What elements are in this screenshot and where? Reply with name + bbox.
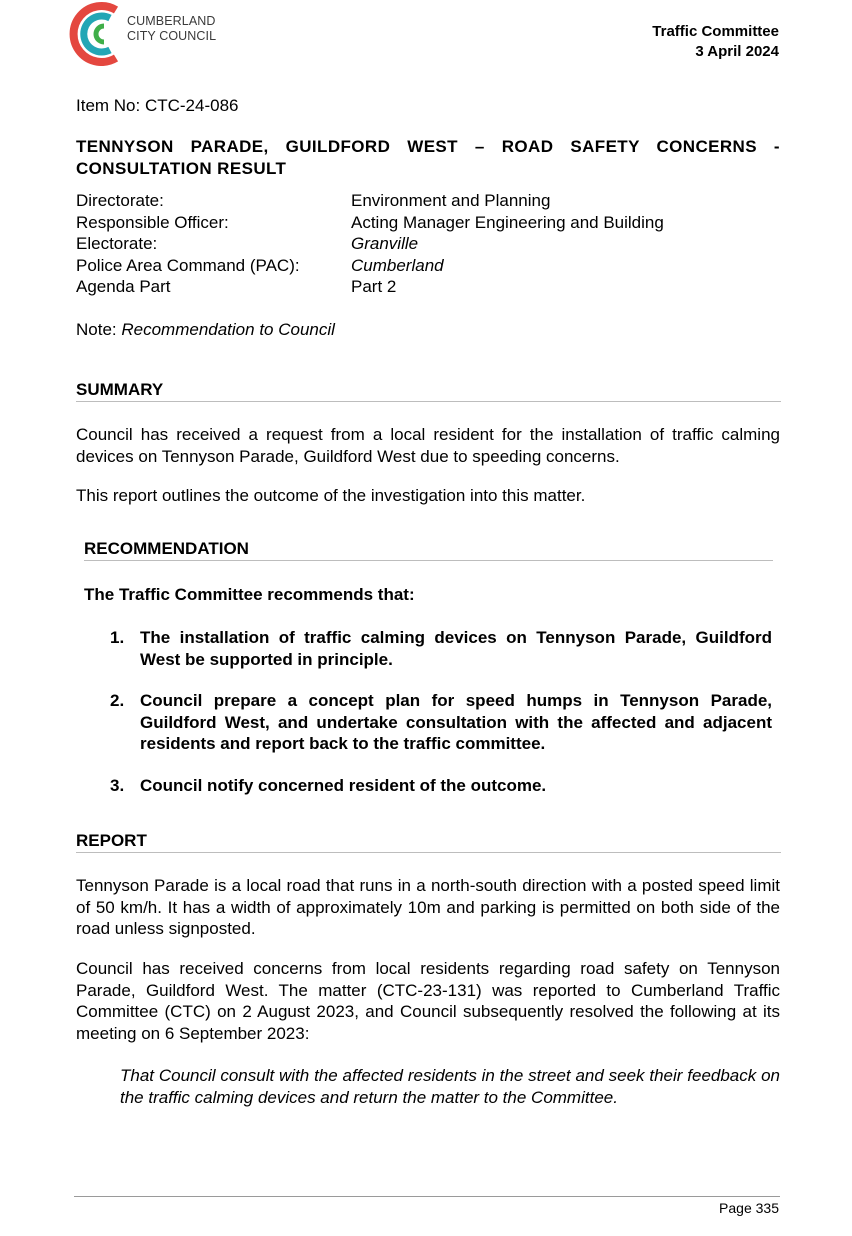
meta-value: Acting Manager Engineering and Building xyxy=(351,212,664,232)
list-item xyxy=(110,775,772,797)
list-item-number: 3. xyxy=(110,775,125,795)
list-item xyxy=(110,627,772,670)
meta-row-electorate xyxy=(76,233,664,255)
list-item-text: The installation of traffic calming devices on Tennyson Parade, Guildford West be supported in principle. xyxy=(140,628,772,669)
meta-label: Responsible Officer: xyxy=(76,212,229,232)
list-item-number: 2. xyxy=(110,691,125,710)
recommendation-intro: The Traffic Committee recommends that: xyxy=(84,585,415,604)
recommendation-heading: RECOMMENDATION xyxy=(84,539,773,561)
council-logo-icon xyxy=(64,0,126,66)
meta-value: Part 2 xyxy=(351,277,397,296)
summary-paragraph-2: This report outlines the outcome of the investigation into this matter. xyxy=(76,486,586,505)
council-name-line1: CUMBERLAND xyxy=(127,14,216,28)
meta-row-pac xyxy=(76,255,664,277)
meta-value: Granville xyxy=(351,234,419,253)
meta-value: Environment and Planning xyxy=(351,191,551,210)
meta-label: Police Area Command (PAC): xyxy=(76,255,300,275)
committee-name: Traffic Committee xyxy=(652,23,779,40)
council-name-line2: CITY COUNCIL xyxy=(127,29,217,43)
page-number: Page 335 xyxy=(719,1200,779,1216)
meta-label: Directorate: xyxy=(76,191,164,210)
summary-paragraph-1: Council has received a request from a local resident for the installation of traffic calming devices on Tennyson Parade, Guildford West due to speeding concerns. xyxy=(76,425,780,466)
list-item-text: Council prepare a concept plan for speed humps in Tennyson Parade, Guildford West, and undertake consultation with the affected and adjacent residents and report back to the traffic committee. xyxy=(140,691,772,753)
list-item-text: Council notify concerned resident of the outcome. xyxy=(140,775,547,795)
report-paragraph-1: Tennyson Parade is a local road that runs in a north-south direction with a posted speed limit of 50 km/h. It has a width of approximately 10m and parking is permitted on both side of the road unless signposted. xyxy=(76,876,780,938)
report-title: TENNYSON PARADE, GUILDFORD WEST – ROAD SAFETY CONCERNS - CONSULTATION RESULT xyxy=(76,137,780,178)
meeting-date: 3 April 2024 xyxy=(695,43,779,60)
meta-row-directorate xyxy=(76,190,664,212)
item-number: Item No: CTC-24-086 xyxy=(76,96,239,115)
header-meeting-info xyxy=(652,22,779,62)
meta-row-officer xyxy=(76,212,664,234)
list-item xyxy=(110,690,772,755)
summary-heading: SUMMARY xyxy=(76,380,781,402)
note xyxy=(76,319,335,341)
meta-row-agenda-part xyxy=(76,276,664,298)
recommendation-list xyxy=(110,627,772,816)
meta-label: Electorate: xyxy=(76,234,158,253)
meta-label: Agenda Part xyxy=(76,277,171,296)
report-paragraph-2: Council has received concerns from local residents regarding road safety on Tennyson Parade, Guildford West. The matter (CTC-23-131) was reported to Cumberland Traffic Committee (CTC) on 2 August 2023, and Council subsequently resolved the following at its meeting on 6 September 2023: xyxy=(76,959,780,1043)
footer-divider xyxy=(74,1196,780,1197)
report-heading: REPORT xyxy=(76,831,781,853)
council-logo xyxy=(64,0,234,66)
report-metadata xyxy=(76,190,664,298)
note-label: Note: xyxy=(76,320,122,339)
list-item-number: 1. xyxy=(110,628,125,647)
meta-value: Cumberland xyxy=(351,255,444,275)
note-value: Recommendation to Council xyxy=(121,320,335,339)
council-resolution-quote: That Council consult with the affected residents in the street and seek their feedback on the traffic calming devices and return the matter to the Committee. xyxy=(120,1066,780,1107)
